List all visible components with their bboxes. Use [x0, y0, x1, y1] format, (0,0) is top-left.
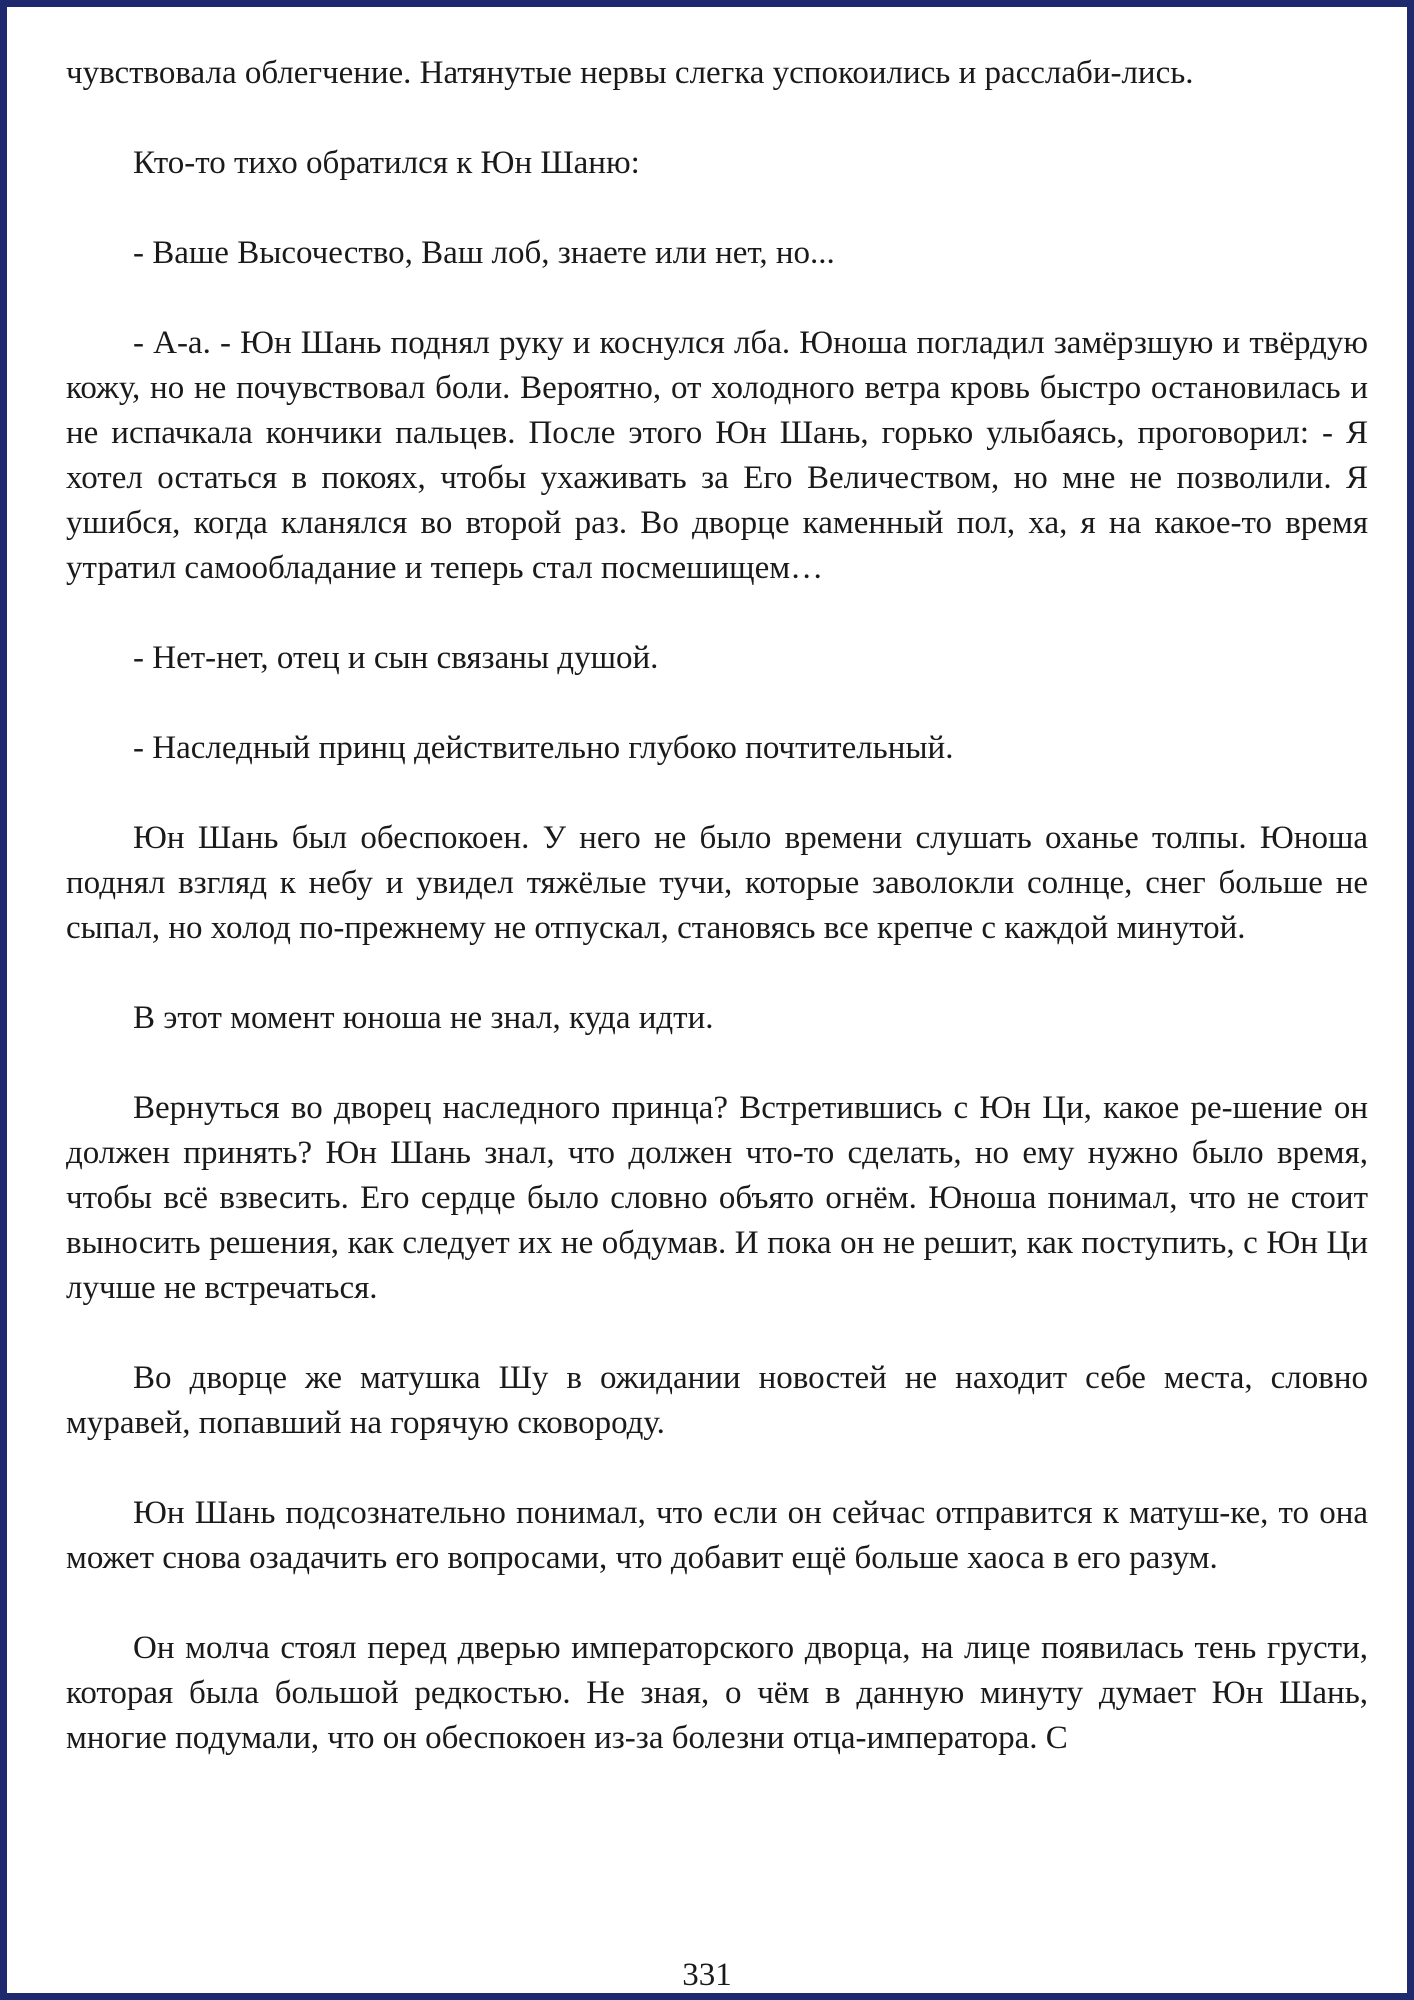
page-number: 331: [682, 1957, 732, 1993]
paragraph: Кто-то тихо обратился к Юн Шаню:: [133, 145, 640, 181]
paragraph: Во дворце же матушка Шу в ожидании новостей не находит себе места, словно муравей, попавший на горячую сковороду.: [66, 1360, 1368, 1441]
paragraph: Он молча стоял перед дверью императорского дворца, на лице появилась тень грусти, которая была большой редкостью. Не зная, о чём в данную минуту думает Юн Шань, многие подумали, что он обеспокоен из-за болезни отца-императора. С: [66, 1630, 1368, 1756]
dialogue-line: - Ваше Высочество, Ваш лоб, знаете или нет, но...: [133, 235, 835, 271]
paragraph: Вернуться во дворец наследного принца? Встретившись с Юн Ци, какое ре-шение он должен принять? Юн Шань знал, что должен что-то сделать, но ему нужно было время, чтобы всё взвесить. Его сердце было словно объято огнём. Юноша понимал, что не стоит выносить решения, как следует их не обдумав. И пока он не решит, как поступить, с Юн Ци лучше не встречаться.: [66, 1090, 1368, 1306]
dialogue-line: - Нет-нет, отец и сын связаны душой.: [133, 640, 659, 676]
paragraph: Юн Шань был обеспокоен. У него не было времени слушать оханье толпы. Юноша поднял взгляд к небу и увидел тяжёлые тучи, которые заволокли солнце, снег больше не сыпал, но холод по-прежнему не отпускал, становясь все крепче с каждой минутой.: [66, 820, 1368, 946]
dialogue-line: - А-а. - Юн Шань поднял руку и коснулся лба. Юноша погладил замёрзшую и твёрдую кожу, но не почувствовал боли. Вероятно, от холодного ветра кровь быстро остановилась и не испачкала кончики пальцев. После этого Юн Шань, горько улыбаясь, проговорил: - Я хотел остаться в покоях, чтобы ухаживать за Его Величеством, но мне не позволили. Я ушибся, когда кланялся во второй раз. Во дворце каменный пол, ха, я на какое-то время утратил самообладание и теперь стал посмешищем…: [66, 325, 1368, 586]
paragraph: Юн Шань подсознательно понимал, что если он сейчас отправится к матуш-ке, то она может снова озадачить его вопросами, что добавит ещё больше хаоса в его разум.: [66, 1495, 1368, 1576]
dialogue-line: - Наследный принц действительно глубоко почтительный.: [133, 730, 954, 766]
paragraph-continuation: чувствовала облегчение. Натянутые нервы слегка успокоились и расслаби-лись.: [66, 55, 1194, 91]
body-text: [66, 51, 1368, 1806]
paragraph: В этот момент юноша не знал, куда идти.: [133, 1000, 714, 1036]
